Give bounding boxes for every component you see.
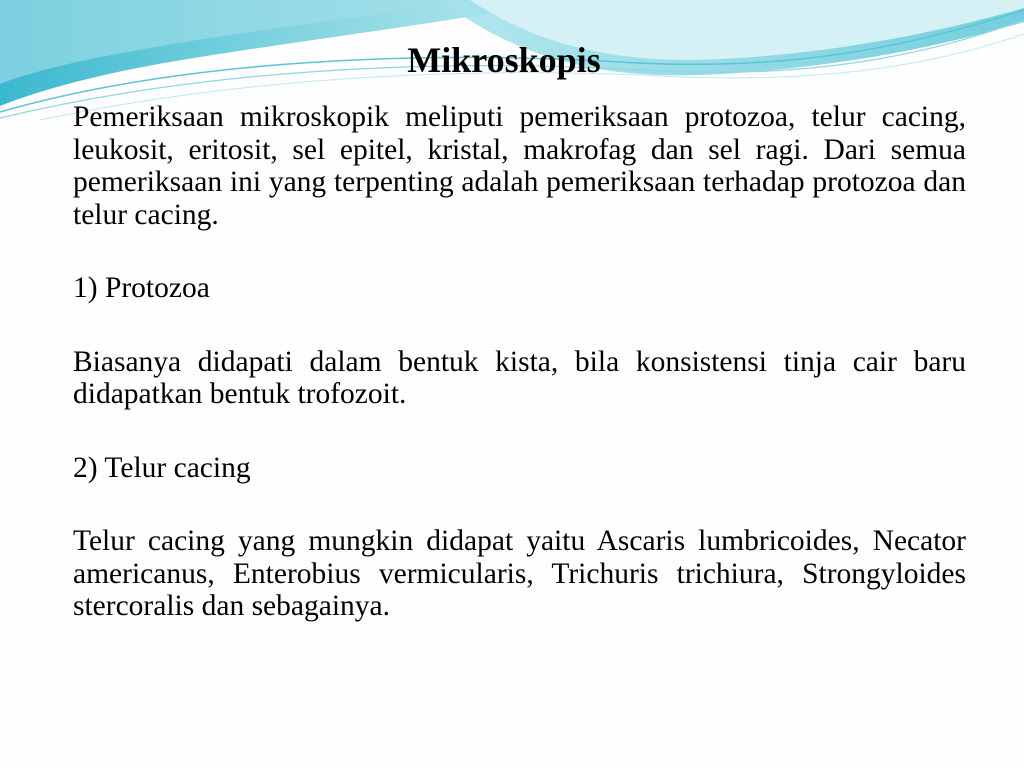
intro-paragraph: Pemeriksaan mikroskopik meliputi pemeriksaan protozoa, telur cacing, leukosit, eritosit, sel epitel, kristal, makrofag dan sel ragi. Dari semua pemeriksaan ini yang terpenting adalah pemeriksaan terhadap protozoa dan telur cacing. [73,101,966,231]
slide-title: Mikroskopis [407,40,601,80]
item-2-text: Telur cacing yang mungkin didapat yaitu Ascaris lumbricoides, Necator americanus, Enterobius vermicularis, Trichuris trichiura, Strongyloides stercoralis dan sebagainya. [73,525,966,622]
item-2-heading: 2) Telur cacing [73,451,251,484]
item-1-text: Biasanya didapati dalam bentuk kista, bila konsistensi tinja cair baru didapatkan bentuk trofozoit. [73,345,966,410]
slide-body [73,101,966,623]
item-1-heading: 1) Protozoa [73,272,210,304]
